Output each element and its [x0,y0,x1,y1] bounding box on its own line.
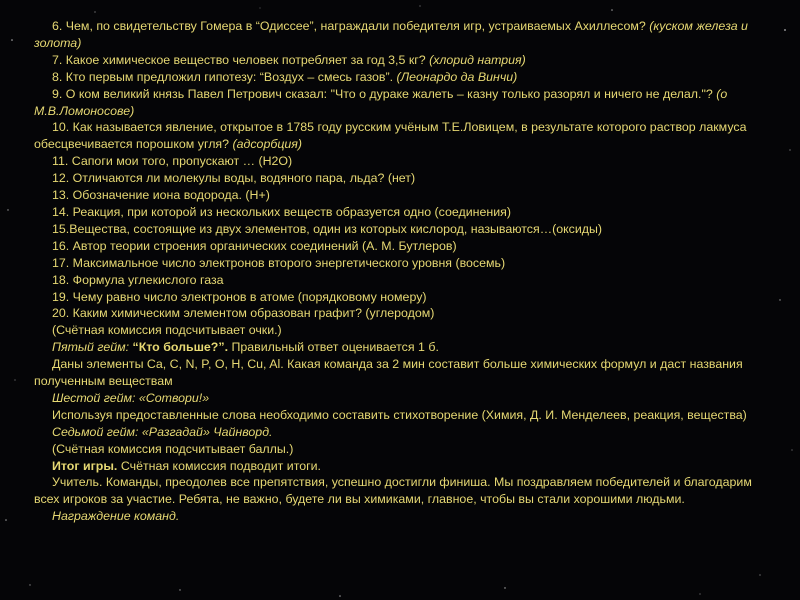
question-10 [34,119,764,153]
question-20: 20. Каким химическим элементом образован графит? (углеродом) [52,306,435,321]
question-11: 11. Сапоги мои того, пропускают … (H2O) [52,154,293,169]
game7-note: (Счётная комиссия подсчитывает баллы.) [52,441,294,456]
question-18: 18. Формула углекислого газа [52,272,224,287]
question-15: 15.Вещества, состоящие из двух элементов, один из которых кислород, называются…(оксиды) [52,221,603,236]
question-16: 16. Автор теории строения органических соединений (А. М. Бутлеров) [52,238,457,253]
result-title: Итог игры. [52,458,118,473]
question-text: 6. Чем, по свидетельству Гомера в “Одиссее”, награждали победителя игр, устраиваемых Ахиллесом? [52,19,646,33]
teacher-speech: Учитель. Команды, преодолев все препятствия, успешно достигли финиша. Мы поздравляем победителей и благодарим всех игроков за участие. Ребята, не важно, будете ли вы химиками, главное, чтобы вы стали хорошими людьми. [34,475,752,507]
game7-title: Седьмой гейм: «Разгадай» Чайнворд. [52,424,273,439]
answer-text: (о М.В.Ломоносове) [34,86,728,118]
game5-task: Даны элементы Ca, C, N, P, O, H, Cu, Al. Какая команда за 2 мин составит больше химических формул и даст названия полученным веществам [34,357,743,389]
question-17: 17. Максимальное число электронов второго энергетического уровня (восемь) [52,255,506,270]
question-9 [34,86,764,120]
answer-text: (Леонардо да Винчи) [396,69,518,84]
answer-text: (куском железа и золота) [34,19,748,50]
result-line [34,458,764,475]
award-line: Награждение команд. [52,509,180,524]
game5-rule: Правильный ответ оценивается 1 б. [231,340,439,355]
question-text: 7. Какое химическое вещество человек потребляет за год 3,5 кг? [52,52,426,67]
question-8 [34,69,764,86]
question-text: 8. Кто первым предложил гипотезу: “Воздух – смесь газов”. [52,69,394,84]
answer-text: (хлорид натрия) [429,52,526,67]
question-14: 14. Реакция, при которой из нескольких веществ образуется одно (соединения) [52,204,511,219]
game5-title: Пятый гейм: [52,340,130,355]
counting-note: (Счётная комиссия подсчитывает очки.) [52,323,282,338]
question-19: 19. Чему равно число электронов в атоме (порядковому номеру) [52,289,427,304]
slide-text [34,18,764,525]
question-text: 10. Как называется явление, открытое в 1785 году русским учёным Т.Е.Ловицем, в результате которого раствор лакмуса обесцвечивается порошком угля? [34,120,747,152]
game5-header [34,339,764,356]
result-text: Счётная комиссия подводит итоги. [120,458,322,473]
game6-title: Шестой гейм: «Сотвори!» [52,390,210,405]
question-7 [34,52,764,69]
question-12: 12. Отличаются ли молекулы воды, водяного пара, льда? (нет) [52,171,416,186]
answer-text: (адсорбция) [232,137,303,152]
game5-quoted: “Кто больше?”. [132,340,229,355]
question-13: 13. Обозначение иона водорода. (H+) [52,188,270,203]
question-text: 9. О ком великий князь Павел Петрович сказал: "Что о дураке жалеть – казну только разорял и ничего не делал."? [52,86,713,101]
game6-task: Используя предоставленные слова необходимо составить стихотворение (Химия, Д. И. Менделеев, реакция, вещества) [52,407,747,422]
question-6 [34,18,764,52]
